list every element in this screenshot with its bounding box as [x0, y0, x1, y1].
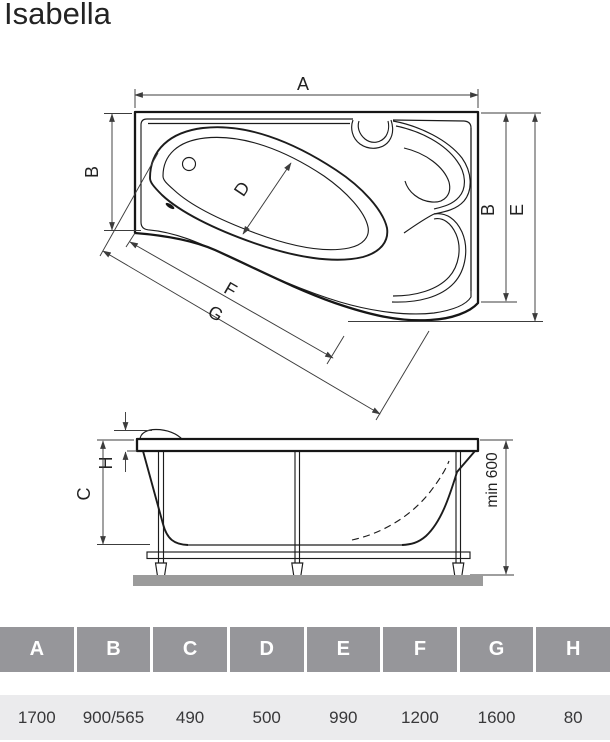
spec-col-header: F	[383, 627, 457, 672]
tub-outline	[135, 112, 478, 320]
spec-value: 1200	[401, 707, 439, 727]
spec-table	[0, 627, 610, 740]
spec-col-header: C	[153, 627, 227, 672]
side-rim	[137, 439, 478, 451]
dim-label-d: D	[229, 177, 254, 200]
spec-value: 1700	[17, 707, 56, 727]
spec-col-header: B	[77, 627, 151, 672]
spec-value: 80	[563, 707, 583, 727]
frame-legs	[159, 451, 461, 563]
spec-col-header: G	[460, 627, 534, 672]
dim-label-c: C	[74, 487, 94, 501]
spec-value: 1600	[477, 707, 516, 727]
dimension-min-height	[480, 440, 513, 574]
dim-label-g: G	[204, 301, 227, 326]
dim-label-b-left: B	[82, 165, 102, 179]
dim-label-e: E	[507, 203, 527, 217]
dimension-b-left	[82, 114, 141, 231]
dimension-c	[74, 440, 150, 545]
product-title: Isabella	[4, 0, 111, 31]
spec-col-header: H	[536, 627, 610, 672]
dim-label-min-height: min 600	[484, 452, 501, 508]
side-hidden-profile	[352, 461, 449, 540]
ground	[133, 575, 483, 586]
side-apron-left	[143, 451, 188, 545]
spec-col-header: A	[0, 627, 74, 672]
dim-label-b-right: B	[478, 203, 498, 217]
dim-label-f: F	[220, 278, 241, 301]
top-view	[82, 74, 543, 420]
spec-value: 490	[175, 707, 205, 727]
side-view	[74, 412, 514, 586]
dim-label-a: A	[296, 74, 310, 94]
spec-value: 900/565	[82, 707, 145, 727]
spec-value: 500	[252, 707, 281, 727]
side-apron-right	[402, 451, 475, 545]
dimension-a	[135, 74, 478, 108]
spec-col-header: E	[307, 627, 381, 672]
spec-table-values	[0, 695, 610, 740]
frame-rail	[147, 552, 470, 559]
spec-col-header: D	[230, 627, 304, 672]
frame-feet	[156, 563, 464, 576]
spec-value: 990	[329, 707, 358, 727]
dim-label-h: H	[96, 456, 116, 470]
spec-table-header	[0, 627, 610, 672]
